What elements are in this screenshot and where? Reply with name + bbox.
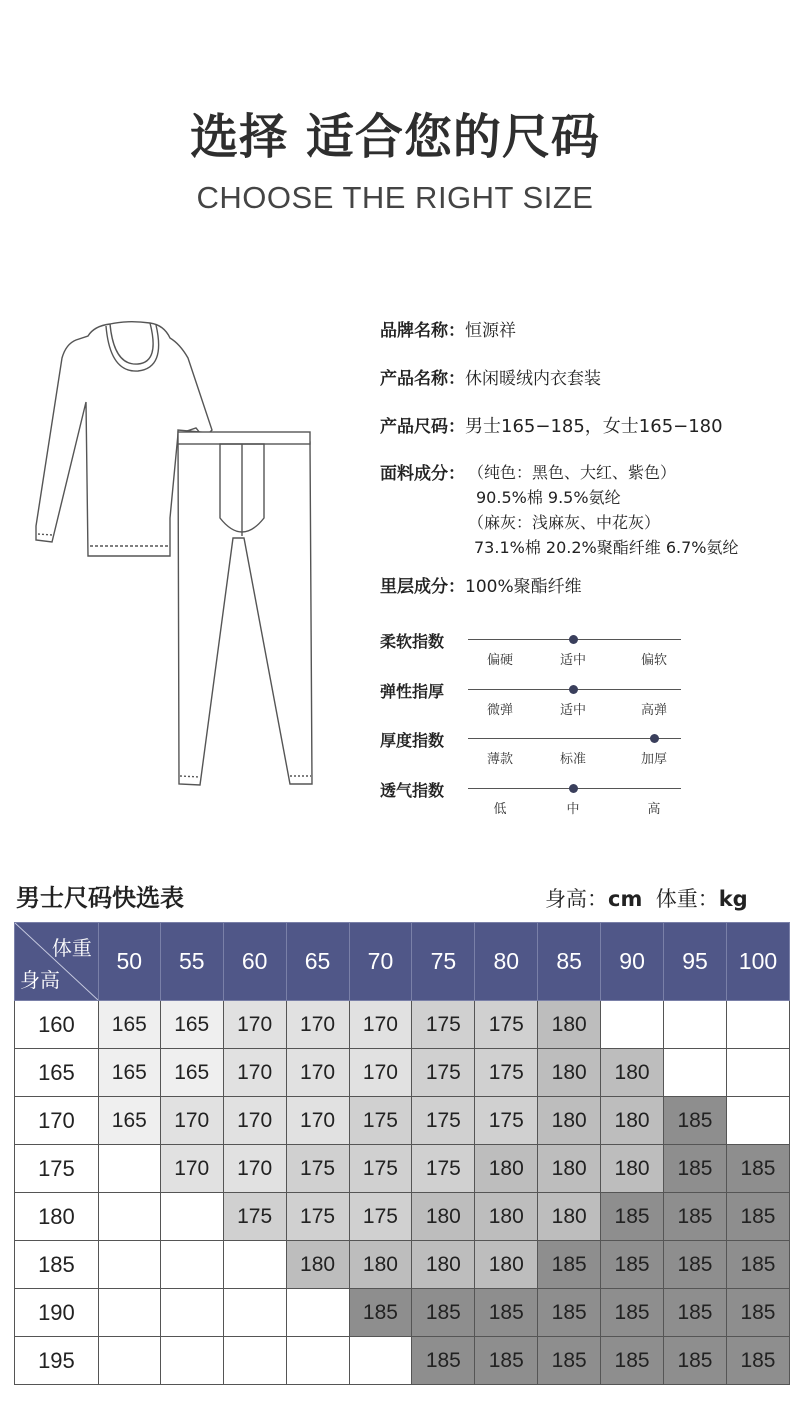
size-cell: 170 [160,1097,223,1145]
size-cell: 170 [223,1145,286,1193]
table-row [15,1289,790,1337]
size-cell: 175 [412,1145,475,1193]
size-cell [664,1001,727,1049]
size-cell: 185 [664,1097,727,1145]
size-cell: 185 [538,1241,601,1289]
size-cell [664,1049,727,1097]
size-cell [160,1193,223,1241]
corner-height-label: 身高 [20,970,60,992]
index-scale-label: 偏软 [640,653,667,668]
size-cell: 170 [223,1001,286,1049]
product-size-value: 男士165−185，女士165−180 [465,416,723,437]
index-scale-label: 微弹 [486,703,513,718]
page-subtitle: CHOOSE THE RIGHT SIZE [196,180,594,215]
size-cell: 180 [538,1097,601,1145]
weight-header-cell: 85 [538,923,601,1001]
size-cell: 175 [475,1097,538,1145]
size-cell [601,1001,664,1049]
weight-header-cell: 60 [223,923,286,1001]
size-cell [160,1241,223,1289]
weight-header-row [15,923,790,1001]
table-row [15,1145,790,1193]
unit-note [545,883,748,913]
index-marker [650,734,659,743]
size-cell [223,1337,286,1385]
size-cell: 175 [286,1145,349,1193]
height-unit: cm [608,887,643,911]
weight-header-cell: 100 [726,923,789,1001]
size-cell: 185 [726,1193,789,1241]
size-cell [349,1337,412,1385]
fabric-row [380,459,465,484]
size-cell: 185 [726,1145,789,1193]
size-cell [98,1337,160,1385]
brand-label: 品牌名称： [380,321,465,341]
size-cell: 170 [286,1001,349,1049]
size-cell: 180 [538,1001,601,1049]
size-cell: 180 [349,1241,412,1289]
size-cell: 180 [538,1193,601,1241]
size-cell: 185 [412,1289,475,1337]
height-unit-label: 身高： [545,887,608,911]
size-cell [286,1289,349,1337]
weight-header-cell: 90 [601,923,664,1001]
size-cell: 175 [349,1097,412,1145]
product-name-label: 产品名称： [380,369,465,389]
size-cell: 185 [664,1193,727,1241]
size-cell: 175 [286,1193,349,1241]
size-cell [160,1289,223,1337]
size-cell [286,1337,349,1385]
height-row-label: 185 [15,1241,99,1289]
weight-header-cell: 55 [160,923,223,1001]
size-cell: 180 [412,1193,475,1241]
lining-label: 里层成分： [380,577,465,597]
size-cell [726,1001,789,1049]
size-cell: 175 [475,1001,538,1049]
fabric-line: （麻灰：浅麻灰、中花灰） [468,513,661,532]
size-cell: 180 [475,1193,538,1241]
lining-value: 100%聚酯纤维 [465,577,582,597]
table-row [15,1097,790,1145]
weight-unit-label: 体重： [655,887,719,911]
height-row-label: 170 [15,1097,99,1145]
corner-weight-label: 体重 [51,938,92,960]
size-cell: 185 [664,1337,727,1385]
size-table-title: 男士尺码快选表 [16,884,184,912]
index-scale-label: 加厚 [640,752,667,767]
size-cell: 165 [98,1001,160,1049]
fabric-label: 面料成分： [380,464,465,484]
index-marker [569,635,578,644]
thermal-set-illustration [28,318,328,788]
size-cell: 180 [538,1049,601,1097]
size-cell: 170 [160,1145,223,1193]
product-size-row [380,412,723,438]
size-cell: 185 [601,1337,664,1385]
index-title: 厚度指数 [380,731,445,750]
size-cell: 180 [601,1097,664,1145]
index-scale-label: 低 [493,802,507,817]
size-cell: 175 [349,1193,412,1241]
weight-header-cell: 65 [286,923,349,1001]
size-table [14,922,790,1385]
size-cell: 180 [412,1241,475,1289]
size-cell: 170 [223,1097,286,1145]
weight-header-cell: 80 [475,923,538,1001]
size-cell: 185 [475,1289,538,1337]
brand-row [380,316,516,341]
table-corner [15,923,99,1001]
height-row-label: 180 [15,1193,99,1241]
size-cell: 185 [601,1193,664,1241]
index-marker [569,784,578,793]
weight-header-cell: 50 [98,923,160,1001]
weight-header-cell: 95 [664,923,727,1001]
size-cell: 180 [286,1241,349,1289]
size-cell: 185 [475,1337,538,1385]
size-cell: 180 [601,1049,664,1097]
product-name-row [380,364,601,389]
table-row [15,1049,790,1097]
size-cell: 165 [98,1049,160,1097]
size-cell [726,1049,789,1097]
size-cell: 185 [349,1289,412,1337]
size-cell: 185 [664,1289,727,1337]
index-marker [569,685,578,694]
height-row-label: 195 [15,1337,99,1385]
size-cell: 170 [223,1049,286,1097]
size-cell: 175 [412,1097,475,1145]
product-name-value: 休闲暖绒内衣套装 [465,369,601,389]
size-cell: 185 [601,1241,664,1289]
size-cell: 185 [726,1337,789,1385]
size-cell [98,1289,160,1337]
size-cell: 185 [538,1337,601,1385]
height-row-label: 190 [15,1289,99,1337]
index-scale-label: 适中 [559,703,586,718]
size-cell [223,1289,286,1337]
size-cell: 180 [475,1241,538,1289]
brand-value: 恒源祥 [465,321,516,341]
index-scale-label: 高弹 [640,703,667,718]
size-cell: 175 [412,1049,475,1097]
size-cell: 175 [349,1145,412,1193]
size-cell [726,1097,789,1145]
index-scale-label: 高 [647,802,661,817]
size-cell: 185 [664,1241,727,1289]
table-row [15,1241,790,1289]
index-scale-label: 适中 [559,653,586,668]
weight-header-cell: 70 [349,923,412,1001]
size-cell: 180 [538,1145,601,1193]
page-title: 选择 适合您的尺码 [190,109,600,165]
size-cell [98,1241,160,1289]
size-cell: 170 [349,1049,412,1097]
size-cell [98,1145,160,1193]
size-cell: 185 [412,1337,475,1385]
size-cell [223,1241,286,1289]
height-row-label: 160 [15,1001,99,1049]
size-cell: 175 [475,1049,538,1097]
index-scale-label: 标准 [559,752,586,767]
index-scale-label: 薄款 [486,752,513,767]
size-cell [98,1193,160,1241]
size-cell: 180 [601,1145,664,1193]
size-cell: 185 [726,1289,789,1337]
lining-row [380,572,582,597]
fabric-line: 73.1%棉 20.2%聚酯纤维 6.7%氨纶 [474,538,739,557]
size-cell: 165 [98,1097,160,1145]
size-cell: 185 [664,1145,727,1193]
size-cell: 185 [726,1241,789,1289]
product-size-label: 产品尺码： [380,417,465,437]
height-row-label: 165 [15,1049,99,1097]
table-row [15,1193,790,1241]
table-row [15,1001,790,1049]
size-cell: 185 [601,1289,664,1337]
index-title: 透气指数 [380,781,445,800]
size-cell: 180 [475,1145,538,1193]
size-cell: 185 [538,1289,601,1337]
index-title: 弹性指厚 [380,682,445,701]
height-row-label: 175 [15,1145,99,1193]
size-cell: 165 [160,1001,223,1049]
index-scale-label: 中 [566,802,580,817]
index-title: 柔软指数 [380,632,445,651]
table-row [15,1337,790,1385]
fabric-line: （纯色：黑色、大红、紫色） [468,463,677,482]
size-cell: 170 [349,1001,412,1049]
index-scale-label: 偏硬 [486,653,513,668]
size-cell: 175 [223,1193,286,1241]
size-cell: 170 [286,1049,349,1097]
size-cell: 165 [160,1049,223,1097]
weight-header-cell: 75 [412,923,475,1001]
size-cell: 170 [286,1097,349,1145]
fabric-line: 90.5%棉 9.5%氨纶 [476,488,621,507]
size-cell [160,1337,223,1385]
weight-unit: kg [718,887,748,911]
size-cell: 175 [412,1001,475,1049]
